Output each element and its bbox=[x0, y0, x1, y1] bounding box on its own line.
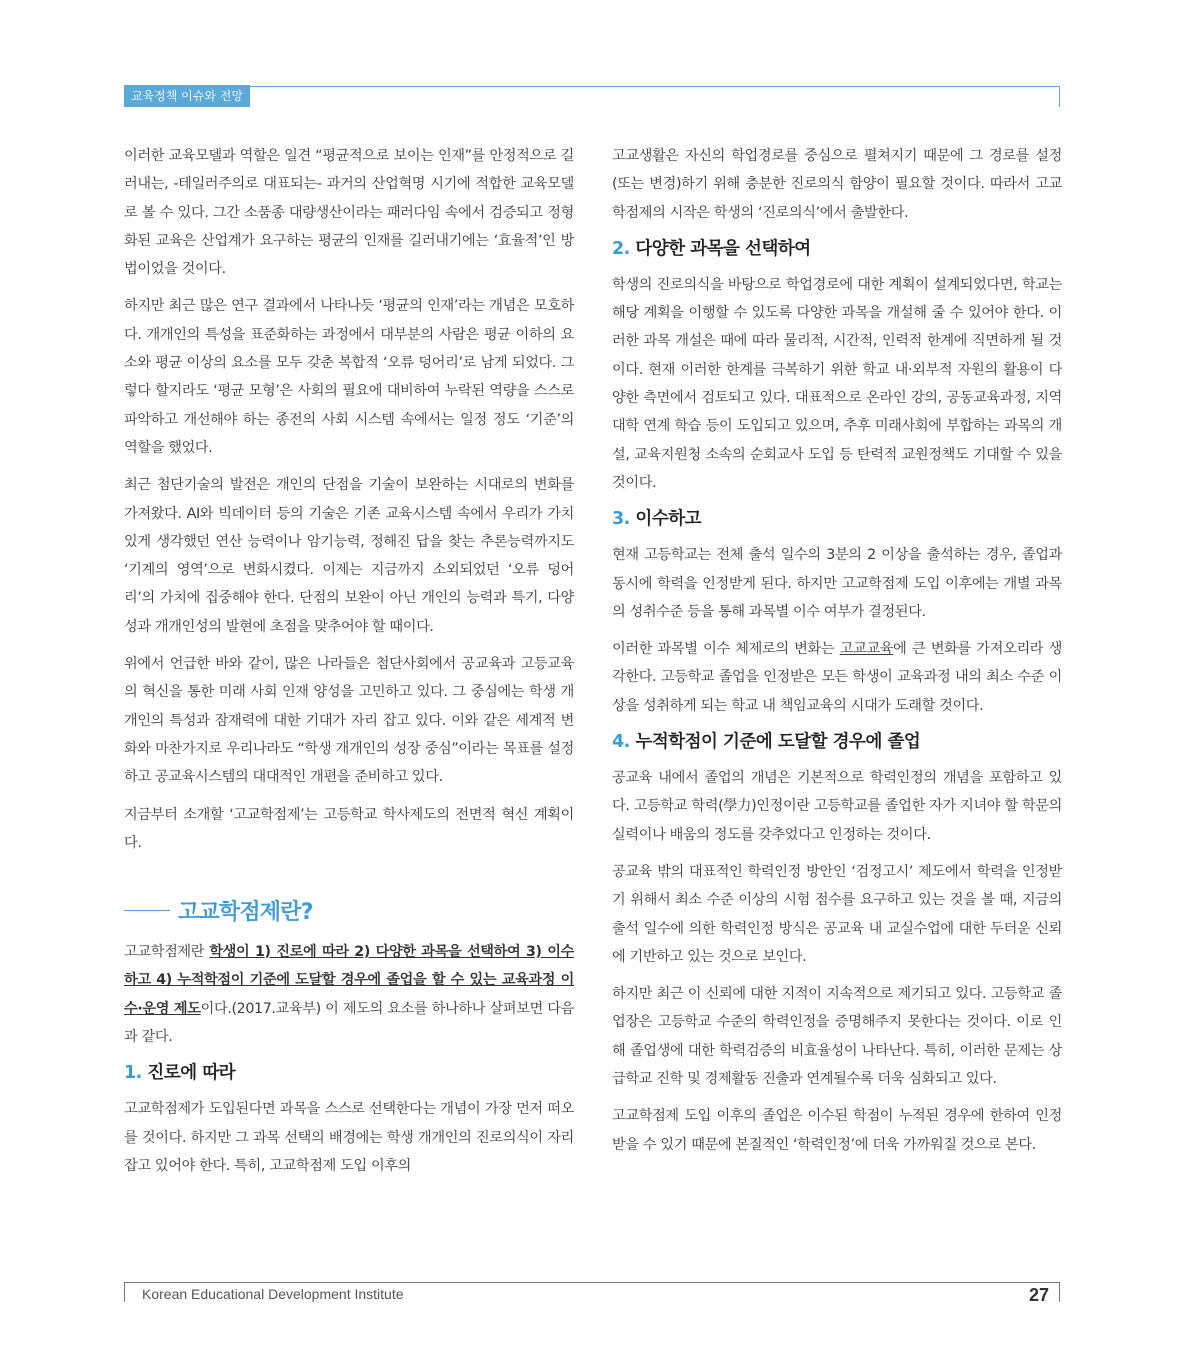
section-heading bbox=[124, 895, 574, 926]
subheading-1 bbox=[124, 1060, 574, 1087]
section-heading-text: 고교학점제란? bbox=[178, 900, 313, 926]
footer-organization: Korean Educational Development Institute bbox=[142, 1286, 404, 1302]
header-rule bbox=[124, 86, 1060, 87]
left-column bbox=[124, 142, 574, 1189]
subheading-text: 다양한 과목을 선택하여 bbox=[629, 238, 811, 259]
footer-rule-start bbox=[124, 1282, 125, 1302]
paragraph: 위에서 언급한 바와 같이, 많은 나라들은 첨단사회에서 공교육과 고등교육의 혁신을 통한 미래 사회 인재 양성을 고민하고 있다. 그 중심에는 학생 개개인의 특성과 잠재력에 대한 기대가 자리 잡고 있다. 이와 같은 세계적 변화와 마찬가지로 우리나라도 “학생 개개인의 성장 중심”이라는 목표를 설정하고 공교육시스템의 대대적인 개편을 준비하고 있다. bbox=[124, 656, 574, 786]
paragraph: 최근 첨단기술의 발전은 개인의 단점을 기술이 보완하는 시대로의 변화를 가져왔다. AI와 빅데이터 등의 기술은 기존 교육시스템 속에서 우리가 가치 있게 생각했던 연산 능력이나 암기능력, 정해진 답을 찾는 추론능력까지도 ‘기계의 영역’으로 변화시켰다. 이제는 지금까지 소외되었던 ‘오류 덩어리’의 가치에 집중해야 한다. 단점의 보완이 아닌 개인의 능력과 특기, 다양성과 개개인성의 발현에 초점을 맞추어야 할 때이다. bbox=[124, 477, 574, 635]
paragraph: 학생의 진로의식을 바탕으로 학업경로에 대한 계획이 설계되었다면, 학교는 해당 계획을 이행할 수 있도록 다양한 과목을 개설해 줄 수 있어야 한다. 이러한 과목 개설은 때에 따라 물리적, 시간적, 인력적 한계에 직면하게 될 것이다. 현재 이러한 한계를 극복하기 위한 학교 내·외부적 자원의 활용이 다양한 측면에서 검토되고 있다. 대표적으로 온라인 강의, 공동교육과정, 지역대학 연계 학습 등이 도입되고 있으며, 추후 미래사회에 부합하는 과목의 개설, 교육지원청 소속의 순회교사 도입 등 탄력적 교원정책도 기대할 수 있을 것이다. bbox=[612, 276, 1062, 491]
definition-suffix: 이다.(2017.교육부) 이 제도의 요소를 하나하나 살펴보면 다음과 같다. bbox=[124, 1000, 574, 1046]
paragraph: 고교학점제 도입 이후의 졸업은 이수된 학점이 누적된 경우에 한하여 인정받을 수 있기 때문에 본질적인 ‘학력인정’에 더욱 가까워질 것으로 본다. bbox=[612, 1108, 1062, 1153]
footer-rule bbox=[124, 1282, 1060, 1283]
subheading-3 bbox=[612, 506, 1062, 533]
paragraph: 이러한 교육모델과 역할은 일견 “평균적으로 보이는 인재”를 안정적으로 길러내는, -테일러주의로 대표되는- 과거의 산업혁명 시기에 적합한 교육모델로 볼 수 있다. 그간 소품종 대량생산이라는 패러다임 속에서 검증되고 정형화된 교육은 산업계가 요구하는 평균의 인재를 길러내기에는 ‘효율적’인 방법이었을 것이다. bbox=[124, 148, 574, 278]
definition-emphasis: 학생이 1) 진로에 따라 2) 다양한 과목을 선택하여 3) 이수하고 4) 누적학점이 기준에 도달할 경우에 졸업을 할 수 있는 교육과정 이수·운영 제도 bbox=[124, 944, 574, 1017]
subheading-number: 2. bbox=[612, 238, 630, 259]
page-number: 27 bbox=[1028, 1285, 1049, 1305]
subheading-number: 4. bbox=[612, 732, 630, 753]
header-rule-end bbox=[1059, 86, 1060, 107]
text-run: 에 큰 변화를 가져오리라 생각한다. 고등학교 졸업을 인정받은 모든 학생이 교육과정 내의 최소 수준 이상을 성취하게 되는 학교 내 책임교육의 시대가 도래할 것이다. bbox=[612, 641, 1062, 714]
definition-paragraph bbox=[124, 938, 574, 1051]
subheading-text: 진로에 따라 bbox=[141, 1063, 236, 1084]
paragraph: 공교육 내에서 졸업의 개념은 기본적으로 학력인정의 개념을 포함하고 있다. 고등학교 학력(學力)인정이란 고등학교를 졸업한 자가 지녀야 할 학문의 실력이나 배움의 정도를 갖추었다고 인정하는 것이다. bbox=[612, 770, 1062, 843]
heading-rule bbox=[124, 910, 170, 911]
paragraph: 고교생활은 자신의 학업경로를 중심으로 펼쳐지기 때문에 그 경로를 설정(또는 변경)하기 위해 충분한 진로의식 함양이 필요할 것이다. 따라서 고교학점제의 시작은 학생의 ‘진로의식’에서 출발한다. bbox=[612, 148, 1062, 221]
text-run: 이러한 과목별 이수 체제로의 변화는 bbox=[612, 641, 840, 658]
subheading-text: 이수하고 bbox=[629, 509, 702, 530]
paragraph bbox=[612, 635, 1062, 720]
paragraph: 현재 고등학교는 전체 출석 일수의 3분의 2 이상을 출석하는 경우, 졸업과 동시에 학력을 인정받게 된다. 하지만 고교학점제 도입 이후에는 개별 과목의 성취수준 등을 통해 과목별 이수 여부가 결정된다. bbox=[612, 547, 1062, 620]
paragraph: 공교육 밖의 대표적인 학력인정 방안인 ‘검정고시’ 제도에서 학력을 인정받기 위해서 최소 수준 이상의 시험 점수를 요구하고 있는 것을 볼 때, 지금의 출석 일수에 의한 학력인정 방식은 공교육 내 교실수업에 대한 두터운 신뢰에 기반하고 있는 것으로 보인다. bbox=[612, 863, 1062, 965]
paragraph: 하지만 최근 이 신뢰에 대한 지적이 지속적으로 제기되고 있다. 고등학교 졸업장은 고등학교 수준의 학력인정을 증명해주지 못한다는 것이다. 이로 인해 졸업생에 대한 학력검증의 비효율성이 나타난다. 특히, 이러한 문제는 상급학교 진학 및 경제활동 진출과 연계될수록 더욱 심화되고 있다. bbox=[612, 986, 1062, 1088]
definition-prefix: 고교학점제란 bbox=[124, 944, 210, 961]
subheading-number: 1. bbox=[124, 1063, 142, 1084]
right-column bbox=[612, 142, 1062, 1168]
subheading-2 bbox=[612, 236, 1062, 263]
footer-rule-end bbox=[1059, 1282, 1060, 1302]
section-tag: 교육정책 이슈와 전망 bbox=[124, 85, 250, 107]
underlined-term: 고교교육 bbox=[839, 641, 894, 658]
paragraph: 지금부터 소개할 ‘고교학점제’는 고등학교 학사제도의 전면적 혁신 계획이다. bbox=[124, 806, 574, 851]
subheading-4 bbox=[612, 729, 1062, 756]
subheading-text: 누적학점이 기준에 도달할 경우에 졸업 bbox=[629, 732, 921, 753]
paragraph: 하지만 최근 많은 연구 결과에서 나타나듯 ‘평균의 인재’라는 개념은 모호하다. 개개인의 특성을 표준화하는 과정에서 대부분의 사람은 평균 이하의 요소와 평균 이상의 요소를 모두 갖춘 복합적 ‘오류 덩어리’로 남게 되었다. 그렇다 할지라도 ‘평균 모형’은 사회의 필요에 대비하여 누락된 역량을 스스로 파악하고 개선해야 하는 종전의 사회 시스템 속에서는 일정 정도 ‘기준’의 역할을 했었다. bbox=[124, 298, 574, 456]
paragraph: 고교학점제가 도입된다면 과목을 스스로 선택한다는 개념이 가장 먼저 떠오를 것이다. 하지만 그 과목 선택의 배경에는 학생 개개인의 진로의식이 자리 잡고 있어야 한다. 특히, 고교학점제 도입 이후의 bbox=[124, 1101, 574, 1174]
subheading-number: 3. bbox=[612, 509, 630, 530]
